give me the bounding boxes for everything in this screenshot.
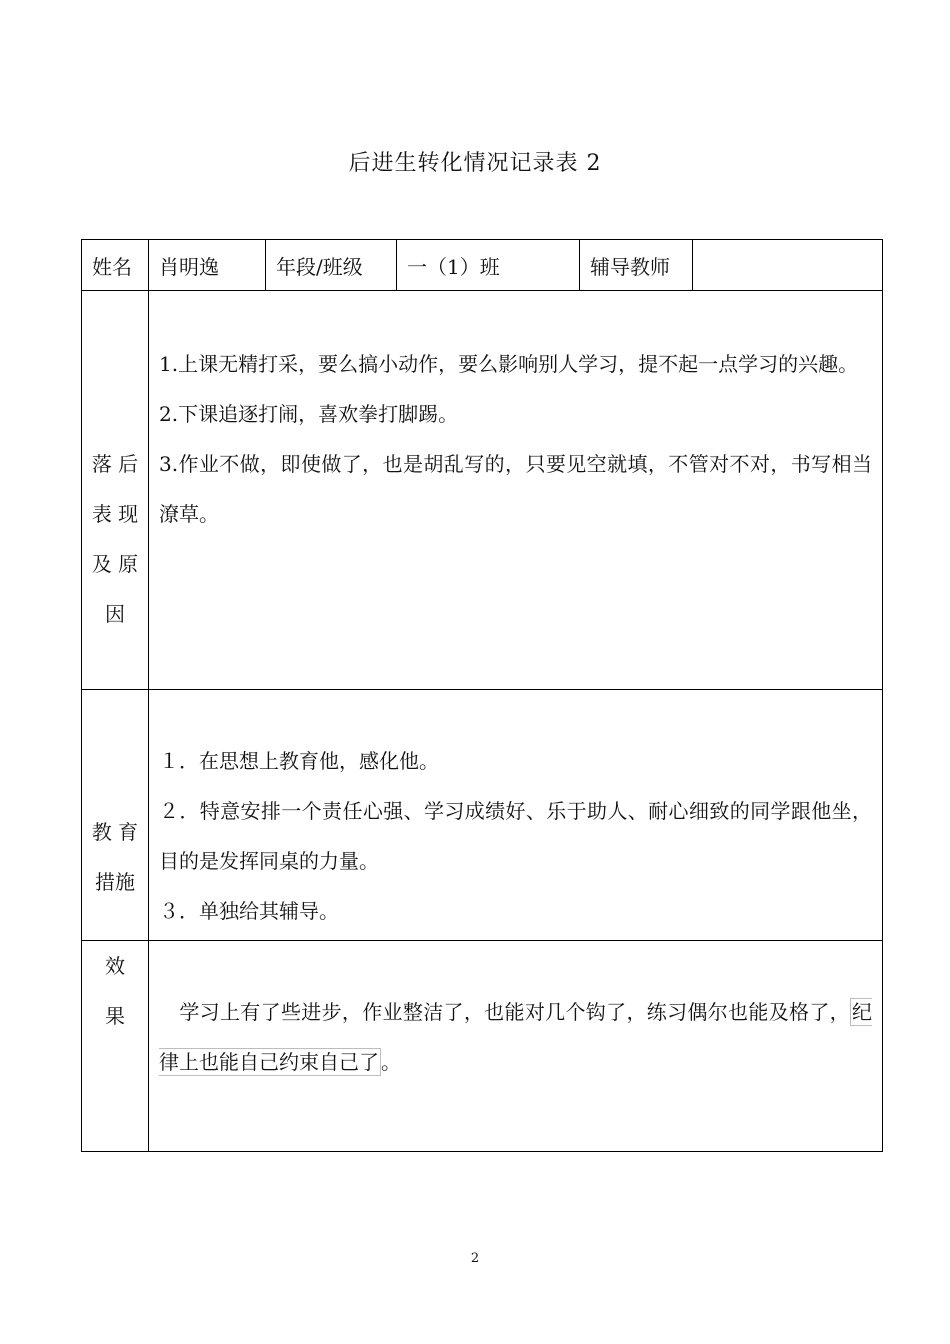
reason-item: 3.作业不做，即使做了，也是胡乱写的，只要见空就填，不管对不对，书写相当潦草。 <box>159 452 872 526</box>
tutor-value <box>693 240 883 291</box>
measures-row <box>82 690 883 941</box>
measures-label-line: 教 育 <box>91 820 139 844</box>
header-row <box>82 240 883 291</box>
effect-label-line: 果 <box>105 1004 125 1028</box>
reasons-label <box>82 291 149 690</box>
reasons-label-line: 表 现 <box>91 502 139 526</box>
effect-row <box>82 941 883 1152</box>
effect-content <box>149 941 883 1152</box>
measures-label-line: 措施 <box>95 870 135 894</box>
effect-highlighted-text: 纪律上也能自己约束自己了 <box>159 1000 872 1074</box>
reason-item: 2.下课追逐打闹，喜欢拳打脚踢。 <box>159 402 459 426</box>
effect-label <box>82 941 149 1152</box>
measures-content <box>149 690 883 941</box>
reasons-content <box>149 291 883 690</box>
effect-text-end: 。 <box>381 1050 401 1074</box>
reasons-label-line: 及 原 <box>91 552 139 576</box>
measure-item: ２．特意安排一个责任心强、学习成绩好、乐于助人、耐心细致的同学跟他坐，目的是发挥同桌的力量。 <box>159 799 872 873</box>
class-label: 年段/班级 <box>266 240 397 291</box>
reason-item: 1.上课无精打采，要么搞小动作，要么影响别人学习，提不起一点学习的兴趣。 <box>159 352 859 376</box>
reasons-label-line: 因 <box>105 602 125 626</box>
class-value: 一（1）班 <box>397 240 580 291</box>
page-title: 后进生转化情况记录表 2 <box>348 151 602 176</box>
reasons-row <box>82 291 883 690</box>
name-value: 肖明逸 <box>149 240 266 291</box>
page-number: 2 <box>470 1251 480 1266</box>
measures-label <box>82 690 149 941</box>
name-label: 姓名 <box>82 240 149 291</box>
measure-item: １．在思想上教育他，感化他。 <box>159 749 439 773</box>
effect-label-line: 效 <box>105 954 125 978</box>
reasons-label-line: 落 后 <box>91 452 139 476</box>
record-table <box>81 239 883 1152</box>
measure-item: ３．单独给其辅导。 <box>159 899 339 923</box>
effect-text: 学习上有了些进步，作业整洁了，也能对几个钩了，练习偶尔也能及格了， <box>159 1000 850 1024</box>
tutor-label: 辅导教师 <box>580 240 693 291</box>
